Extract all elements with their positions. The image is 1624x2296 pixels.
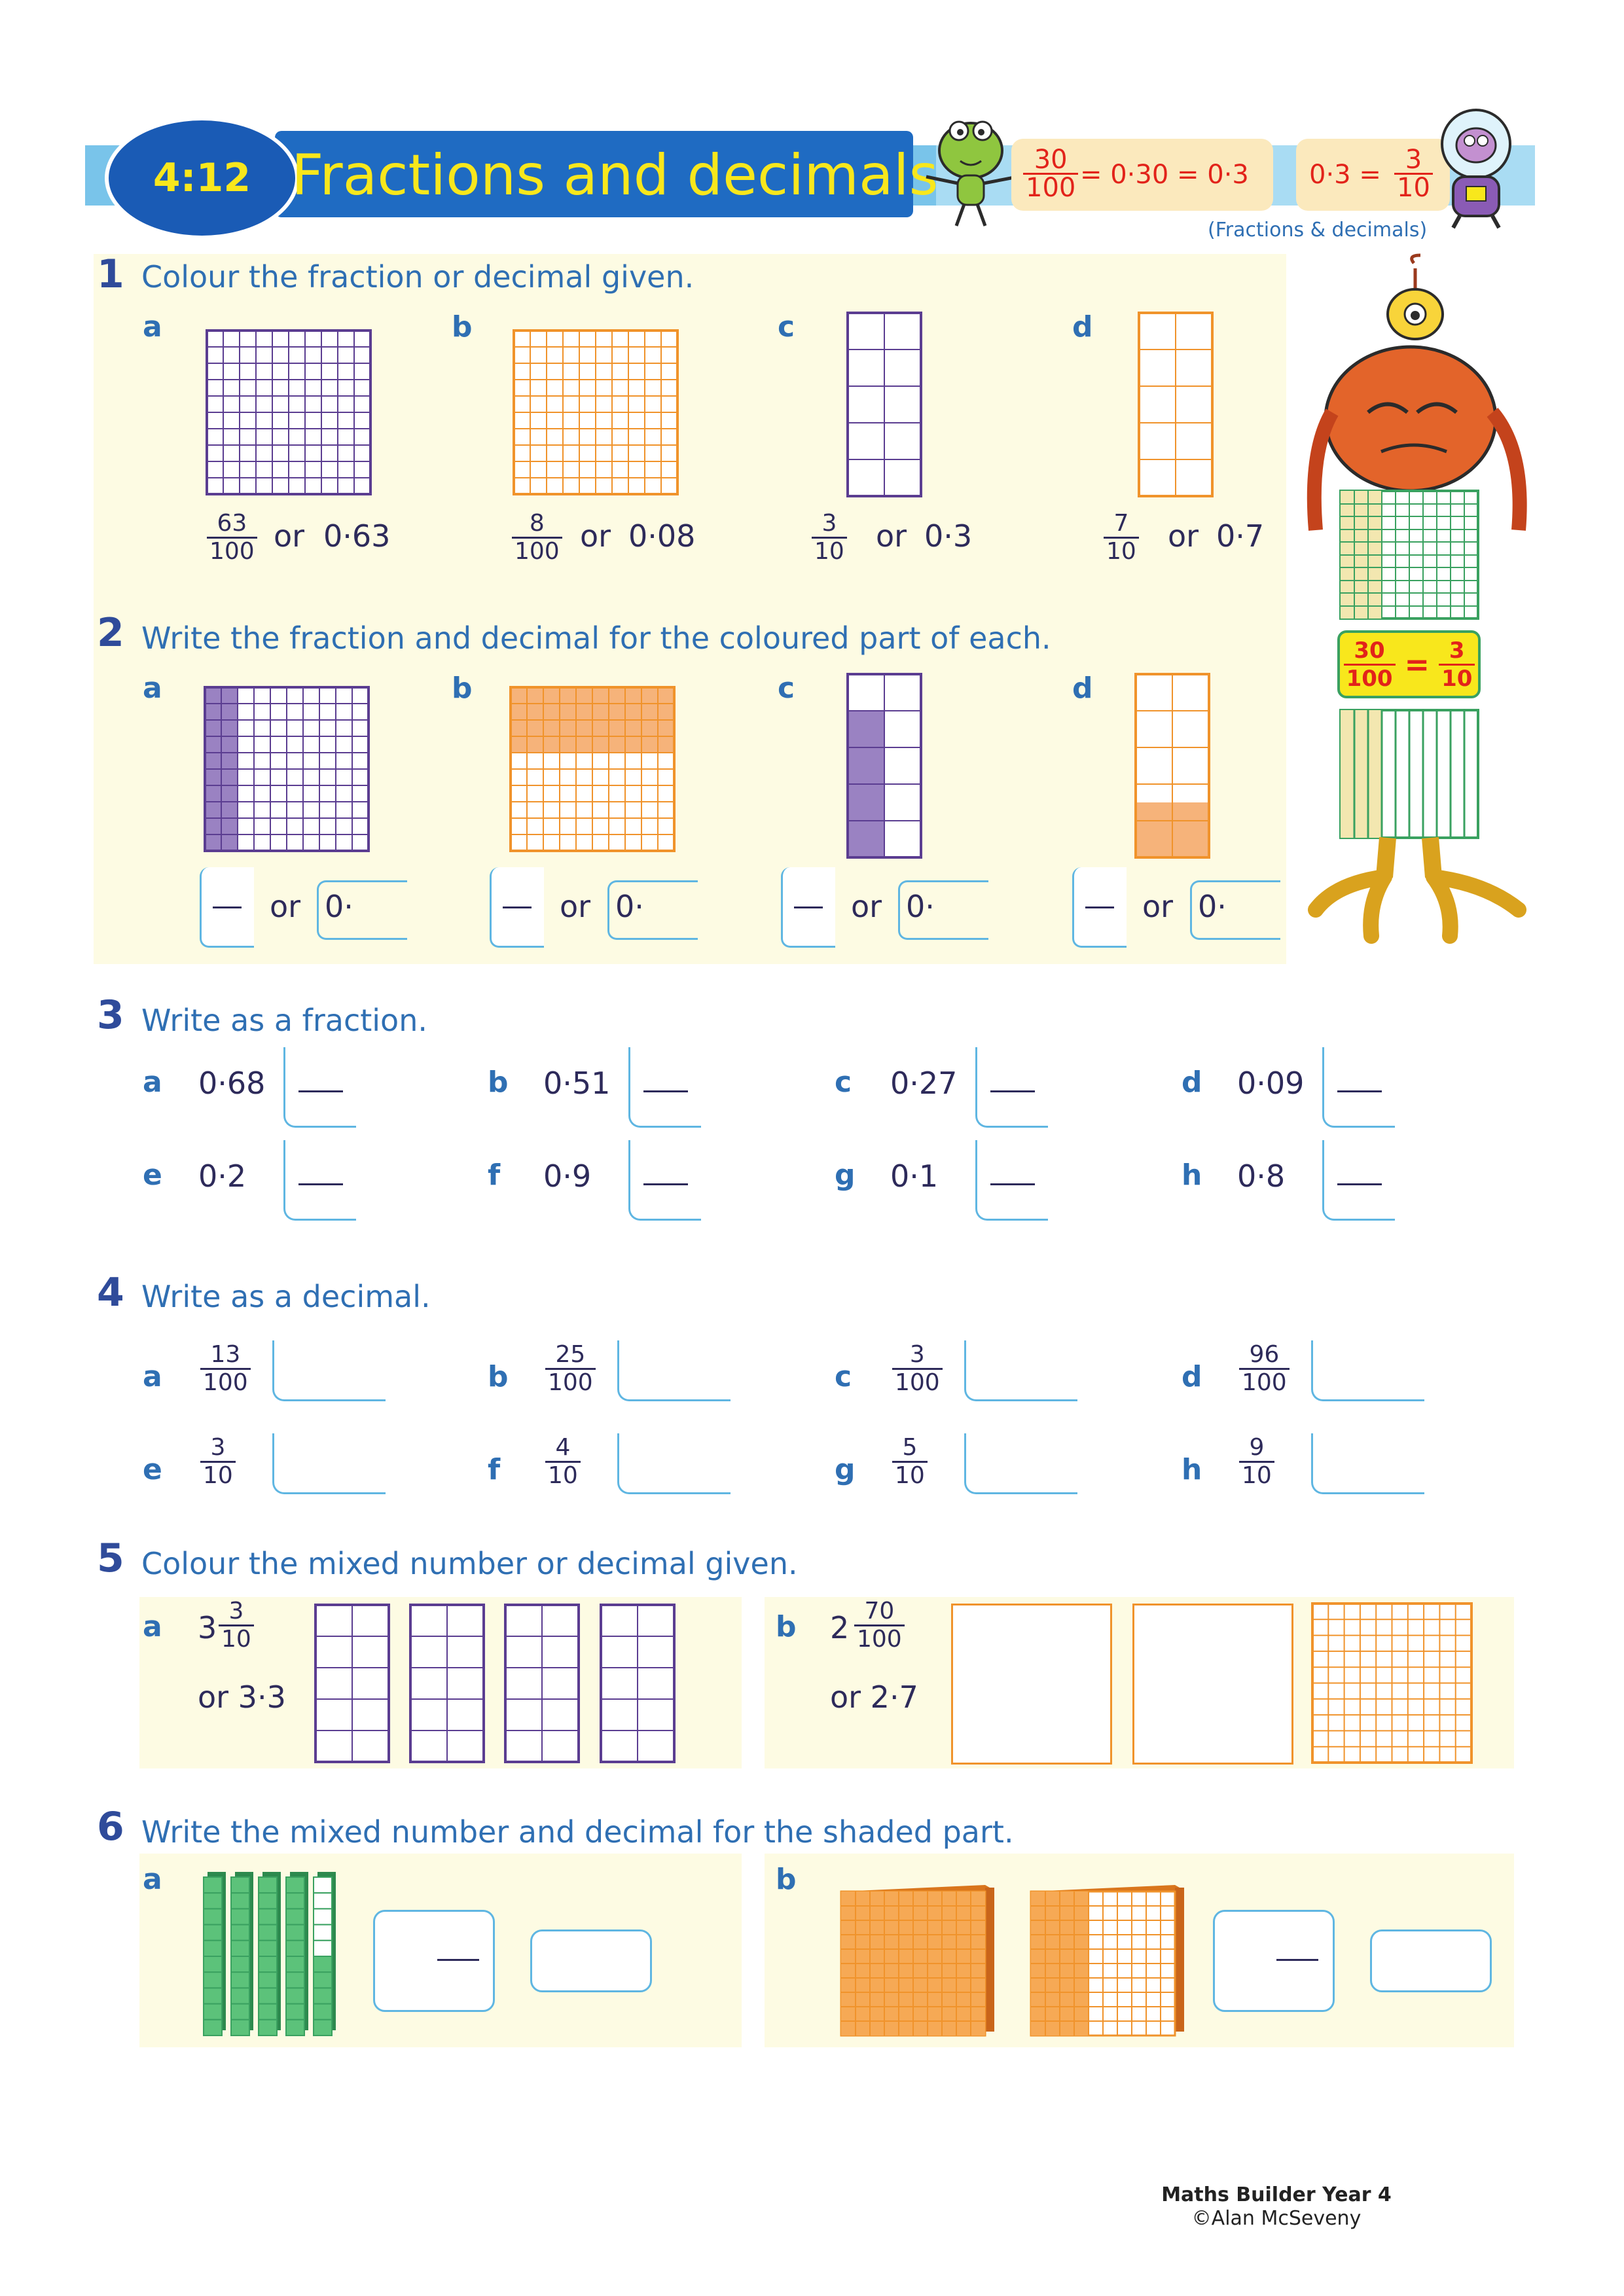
q3-c-fraction-line <box>990 1090 1035 1092</box>
q1-number: 1 <box>97 251 124 297</box>
q2-d-letter: d <box>1072 672 1093 705</box>
q4-h-letter: h <box>1182 1453 1202 1486</box>
q4-b-answer-box[interactable] <box>617 1340 731 1401</box>
footer-book-title: Maths Builder Year 4 <box>1161 2183 1392 2206</box>
q5-a-tenths-strip-2[interactable] <box>410 1605 484 1762</box>
q3-c-value: 0·27 <box>890 1066 958 1101</box>
side-fraction-1: $\frac{30}{100}$ <box>1344 637 1396 692</box>
footer-author: ©Alan McSeveny <box>1191 2207 1362 2230</box>
q3-g-answer-box[interactable] <box>975 1140 1048 1221</box>
q2-d-decimal-prefix: 0· <box>1198 889 1227 924</box>
q3-e-value: 0·2 <box>198 1158 247 1194</box>
q3-d-letter: d <box>1182 1066 1202 1099</box>
side-equals: = <box>1404 647 1430 682</box>
q4-h-fraction: $\frac{9}{10}$ <box>1239 1435 1274 1489</box>
side-label <box>1341 633 1478 696</box>
q6-b-mixed-number-box[interactable] <box>1213 1910 1335 2012</box>
q2-a-decimal-prefix: 0· <box>325 889 353 924</box>
hundred-flat <box>1031 1885 1184 2036</box>
q3-e-letter: e <box>143 1158 162 1192</box>
q3-h-fraction-line <box>1337 1183 1382 1185</box>
q1-a-letter: a <box>143 310 162 344</box>
q1-b-hundred-grid[interactable] <box>514 331 677 494</box>
q6-a-fraction-line <box>437 1959 479 1961</box>
tens-rod <box>314 1872 336 2036</box>
q3-number: 3 <box>97 992 124 1038</box>
q5-a-fraction: $\frac{3}{10}$ <box>219 1598 254 1653</box>
q4-e-answer-box[interactable] <box>272 1433 386 1494</box>
category-label: (Fractions & decimals) <box>1208 219 1428 242</box>
q4-f-fraction: $\frac{4}{10}$ <box>545 1435 581 1489</box>
example2-fraction: $\frac{3}{10}$ <box>1394 147 1433 201</box>
q4-e-fraction: $\frac{3}{10}$ <box>200 1435 236 1489</box>
q3-f-letter: f <box>488 1158 501 1192</box>
q2-b-letter: b <box>452 672 473 705</box>
q2-instruction: Write the fraction and decimal for the coloured part of each. <box>141 620 1051 656</box>
q6-b-fraction-line <box>1276 1959 1318 1961</box>
q2-a-letter: a <box>143 672 162 705</box>
q4-g-answer-box[interactable] <box>964 1433 1077 1494</box>
q1-d-or: or <box>1168 518 1199 554</box>
q3-a-letter: a <box>143 1066 162 1099</box>
tens-rod <box>286 1872 308 2036</box>
tens-rod <box>204 1872 226 2036</box>
q4-a-fraction: $\frac{13}{100}$ <box>200 1342 251 1396</box>
page-title: Fractions and decimals <box>291 143 939 208</box>
q2-c-letter: c <box>778 672 795 705</box>
q2-number: 2 <box>97 610 124 656</box>
q4-h-answer-box[interactable] <box>1311 1433 1424 1494</box>
q6-instruction: Write the mixed number and decimal for the shaded part. <box>141 1814 1014 1850</box>
q2-b-fraction-line <box>503 906 532 908</box>
q5-b-hundred-grid[interactable] <box>1312 1604 1471 1763</box>
q4-b-fraction: $\frac{25}{100}$ <box>545 1342 596 1396</box>
q3-g-letter: g <box>835 1158 856 1192</box>
hundred-flat <box>841 1885 994 2036</box>
q1-a-or: or <box>274 518 305 554</box>
q3-b-fraction-line <box>643 1090 688 1092</box>
q1-b-or: or <box>580 518 611 554</box>
q1-instruction: Colour the fraction or decimal given. <box>141 259 695 295</box>
q3-a-value: 0·68 <box>198 1066 266 1101</box>
q4-d-fraction: $\frac{96}{100}$ <box>1239 1342 1290 1396</box>
q6-a-tens-rods-icon <box>200 1872 357 2042</box>
q4-c-fraction: $\frac{3}{100}$ <box>892 1342 943 1396</box>
q4-f-letter: f <box>488 1453 501 1486</box>
q2-b-hundred-grid <box>511 687 674 851</box>
q6-b-hundred-flats-icon <box>841 1872 1208 2042</box>
q1-c-or: or <box>876 518 907 554</box>
q4-e-letter: e <box>143 1453 162 1486</box>
q4-c-letter: c <box>835 1360 852 1393</box>
q4-a-answer-box[interactable] <box>272 1340 386 1401</box>
q4-f-answer-box[interactable] <box>617 1433 731 1494</box>
q1-b-letter: b <box>452 310 473 344</box>
q3-f-value: 0·9 <box>543 1158 592 1194</box>
q3-g-value: 0·1 <box>890 1158 939 1194</box>
q3-c-letter: c <box>835 1066 852 1099</box>
q6-a-mixed-number-box[interactable] <box>373 1910 495 2012</box>
q5-a-whole: 3 <box>198 1610 217 1645</box>
q1-c-letter: c <box>778 310 795 344</box>
q2-d-fraction-line <box>1085 906 1114 908</box>
q1-b-fraction: $\frac{8}{100}$ <box>512 511 562 565</box>
q4-number: 4 <box>97 1270 124 1316</box>
q5-b-letter: b <box>776 1610 797 1643</box>
q1-b-decimal: 0·08 <box>628 518 696 554</box>
q6-a-letter: a <box>143 1863 162 1896</box>
q3-f-fraction-line <box>643 1183 688 1185</box>
q1-a-fraction: $\frac{63}{100}$ <box>207 511 257 565</box>
q6-a-decimal-box[interactable] <box>530 1929 652 1992</box>
q1-c-tenths-strip[interactable] <box>848 313 921 496</box>
q5-instruction: Colour the mixed number or decimal given. <box>141 1546 798 1581</box>
q5-b-decimal: or 2·7 <box>830 1679 918 1715</box>
lesson-number: 4:12 <box>153 155 251 201</box>
q5-a-tenths-strip-1[interactable] <box>316 1605 389 1762</box>
q3-h-value: 0·8 <box>1237 1158 1286 1194</box>
q5-number: 5 <box>97 1535 124 1581</box>
q2-c-or: or <box>851 889 882 924</box>
q3-d-value: 0·09 <box>1237 1066 1305 1101</box>
q2-b-or: or <box>560 889 591 924</box>
q5-b-fraction: $\frac{70}{100}$ <box>854 1598 905 1653</box>
q2-d-tenths-strip <box>1136 674 1209 857</box>
q3-e-fraction-line <box>298 1183 343 1185</box>
q4-c-answer-box[interactable] <box>964 1340 1077 1401</box>
q5-b-whole-square-1[interactable] <box>951 1604 1112 1765</box>
q3-instruction: Write as a fraction. <box>141 1003 427 1038</box>
q2-b-decimal-prefix: 0· <box>615 889 644 924</box>
side-fraction-2: $\frac{3}{10}$ <box>1439 637 1475 692</box>
example1-equation: = 0·30 = 0·3 <box>1080 160 1249 190</box>
q1-c-decimal: 0·3 <box>924 518 973 554</box>
q5-a-letter: a <box>143 1610 162 1643</box>
q4-g-fraction: $\frac{5}{10}$ <box>892 1435 928 1489</box>
q1-d-fraction: $\frac{7}{10}$ <box>1104 511 1139 565</box>
q4-b-letter: b <box>488 1360 509 1393</box>
q6-b-decimal-box[interactable] <box>1370 1929 1492 1992</box>
q1-c-fraction: $\frac{3}{10}$ <box>812 511 847 565</box>
q2-c-fraction-line <box>794 906 823 908</box>
q1-a-hundred-grid[interactable] <box>207 331 370 494</box>
q2-d-or: or <box>1142 889 1174 924</box>
q3-f-answer-box[interactable] <box>628 1140 701 1221</box>
q3-h-answer-box[interactable] <box>1322 1140 1395 1221</box>
q2-c-tenths-strip <box>848 674 921 857</box>
example2-lead: 0·3 = <box>1309 160 1381 190</box>
q4-d-letter: d <box>1182 1360 1202 1393</box>
q4-instruction: Write as a decimal. <box>141 1279 431 1314</box>
q3-d-fraction-line <box>1337 1090 1382 1092</box>
robot-alien-illustration-icon <box>1309 255 1532 949</box>
q2-a-hundred-grid <box>205 687 369 851</box>
q3-b-letter: b <box>488 1066 509 1099</box>
q1-a-decimal: 0·63 <box>323 518 391 554</box>
lesson-number-oval <box>105 117 299 240</box>
q4-a-letter: a <box>143 1360 162 1393</box>
q4-d-answer-box[interactable] <box>1311 1340 1424 1401</box>
q2-c-decimal-prefix: 0· <box>906 889 935 924</box>
q6-b-letter: b <box>776 1863 797 1896</box>
q1-d-tenths-strip[interactable] <box>1139 313 1212 496</box>
q3-c-answer-box[interactable] <box>975 1047 1048 1128</box>
q3-a-fraction-line <box>298 1090 343 1092</box>
q1-d-decimal: 0·7 <box>1216 518 1265 554</box>
q5-a-decimal: or 3·3 <box>198 1679 286 1715</box>
q3-b-answer-box[interactable] <box>628 1047 701 1128</box>
alien-mascot-small-icon <box>913 105 1028 229</box>
q4-g-letter: g <box>835 1453 856 1486</box>
q3-g-fraction-line <box>990 1183 1035 1185</box>
q5-b-whole: 2 <box>830 1610 850 1645</box>
example1-fraction: $\frac{30}{100}$ <box>1023 147 1078 201</box>
q2-a-fraction-line <box>213 906 242 908</box>
astronaut-alien-icon <box>1424 105 1535 229</box>
q6-number: 6 <box>97 1804 124 1850</box>
q1-d-letter: d <box>1072 310 1093 344</box>
q5-a-tenths-strip-3[interactable] <box>505 1605 579 1762</box>
q3-d-answer-box[interactable] <box>1322 1047 1395 1128</box>
q3-b-value: 0·51 <box>543 1066 611 1101</box>
q5-a-tenths-strip-4[interactable] <box>601 1605 674 1762</box>
q3-e-answer-box[interactable] <box>283 1140 356 1221</box>
tens-rod <box>259 1872 281 2036</box>
tens-rod <box>231 1872 253 2036</box>
q5-b-whole-square-2[interactable] <box>1132 1604 1293 1765</box>
q3-h-letter: h <box>1182 1158 1202 1192</box>
q3-a-answer-box[interactable] <box>283 1047 356 1128</box>
q2-a-or: or <box>270 889 301 924</box>
example-box-1 <box>1011 139 1273 211</box>
